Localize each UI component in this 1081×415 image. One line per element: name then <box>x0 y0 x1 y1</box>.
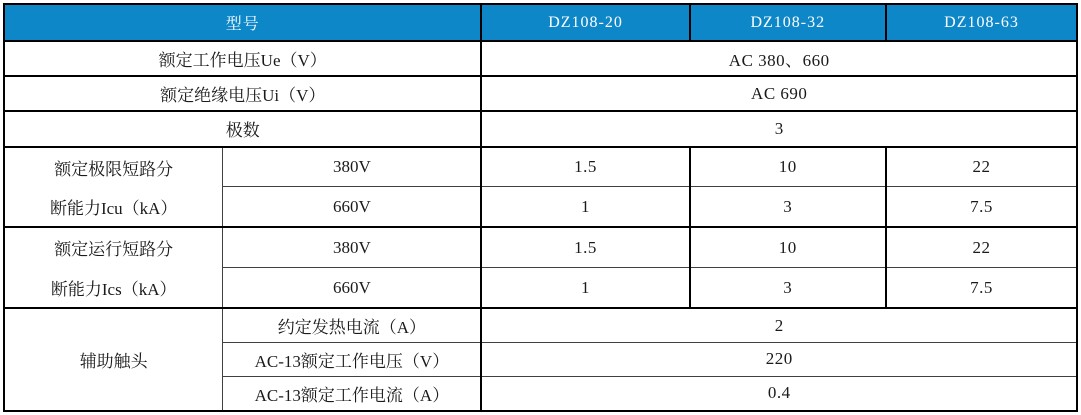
header-col-dz108-32: DZ108-32 <box>690 4 886 41</box>
ics-label-line2: 断能力Ics（kA） <box>50 279 177 299</box>
icu-380-dz108-63: 22 <box>886 147 1077 187</box>
icu-660-dz108-20: 1 <box>481 187 689 227</box>
icu-label-line2: 断能力Icu（kA） <box>49 199 178 219</box>
row-label: 额定绝缘电压Ui（V） <box>4 76 481 111</box>
aux-ac13-voltage-value: 220 <box>481 343 1077 377</box>
row-value: AC 380、660 <box>481 41 1077 76</box>
icu-label-line1: 额定极限短路分 <box>54 159 174 179</box>
ics-380-dz108-32: 10 <box>690 227 886 267</box>
sub-row-label: AC-13额定工作电流（A） <box>223 376 482 411</box>
row-label: 极数 <box>4 111 481 146</box>
icu-660-dz108-32: 3 <box>690 187 886 227</box>
row-rated-insulation-voltage <box>4 76 1077 111</box>
row-aux-thermal-current <box>4 308 1077 343</box>
sub-row-label: 380V <box>223 147 482 187</box>
header-row <box>4 4 1077 41</box>
row-poles <box>4 111 1077 146</box>
aux-group-label: 辅助触头 <box>4 308 223 411</box>
sub-row-label: 380V <box>223 227 482 267</box>
ics-label-line1: 额定运行短路分 <box>54 240 174 260</box>
ics-380-dz108-63: 22 <box>886 227 1077 267</box>
sub-row-label: AC-13额定工作电压（V） <box>223 343 482 377</box>
sub-row-label: 660V <box>223 187 482 227</box>
header-col-dz108-63: DZ108-63 <box>886 4 1077 41</box>
sub-row-label: 660V <box>223 268 482 308</box>
aux-ac13-current-value: 0.4 <box>481 376 1077 411</box>
icu-group-label <box>4 147 223 228</box>
ics-660-dz108-63: 7.5 <box>886 268 1077 308</box>
row-label: 额定工作电压Ue（V） <box>4 41 481 76</box>
row-rated-working-voltage <box>4 41 1077 76</box>
ics-380-dz108-20: 1.5 <box>481 227 689 267</box>
row-icu-380v <box>4 147 1077 187</box>
row-ics-380v <box>4 227 1077 267</box>
ics-660-dz108-20: 1 <box>481 268 689 308</box>
row-value: 3 <box>481 111 1077 146</box>
row-value: AC 690 <box>481 76 1077 111</box>
aux-thermal-current-value: 2 <box>481 308 1077 343</box>
ics-660-dz108-32: 3 <box>690 268 886 308</box>
ics-group-label <box>4 227 223 308</box>
icu-380-dz108-32: 10 <box>690 147 886 187</box>
sub-row-label: 约定发热电流（A） <box>223 308 482 343</box>
spec-table <box>3 3 1078 412</box>
icu-660-dz108-63: 7.5 <box>886 187 1077 227</box>
header-model-cell: 型号 <box>4 4 481 41</box>
icu-380-dz108-20: 1.5 <box>481 147 689 187</box>
header-col-dz108-20: DZ108-20 <box>481 4 689 41</box>
